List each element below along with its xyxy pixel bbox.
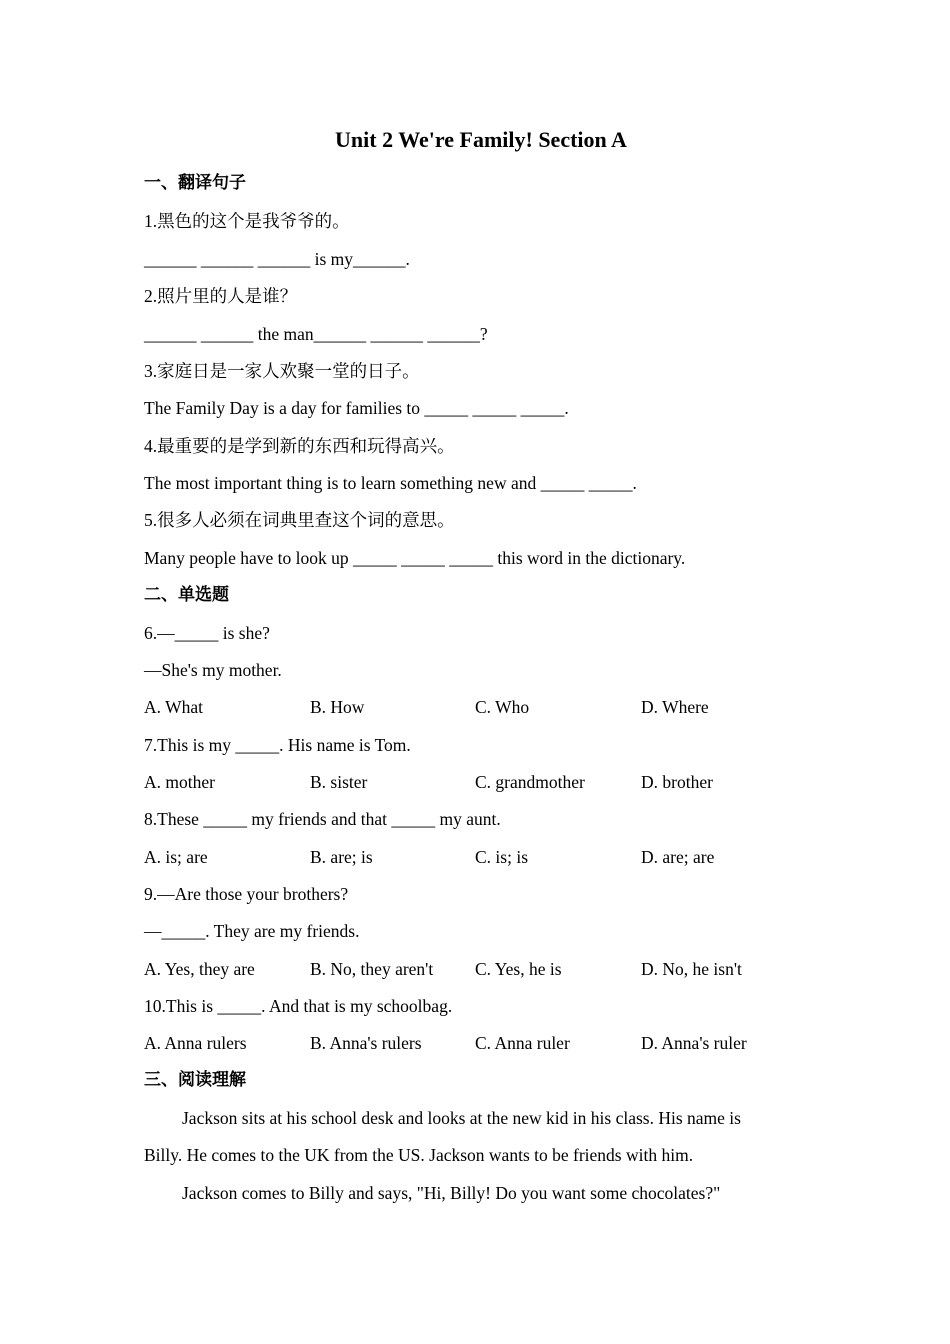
- reading-paragraph-2-line-1: Jackson comes to Billy and says, "Hi, Billy! Do you want some chocolates?": [182, 1183, 721, 1203]
- question-2-english: ______ ______ the man______ ______ ______?: [144, 324, 488, 344]
- question-1-english: ______ ______ ______ is my______.: [144, 249, 410, 269]
- option-b: B. are; is: [310, 847, 373, 867]
- option-b: B. How: [310, 697, 365, 717]
- question-7-options: [144, 770, 824, 794]
- option-c: C. is; is: [475, 847, 529, 867]
- option-c: C. Anna ruler: [475, 1033, 570, 1053]
- question-9-response: —_____. They are my friends.: [144, 921, 360, 941]
- question-4-chinese: 4.最重要的是学到新的东西和玩得高兴。: [144, 436, 455, 456]
- question-9-options: [144, 957, 824, 981]
- question-3-english: The Family Day is a day for families to _____ _____ _____.: [144, 398, 569, 418]
- question-4-english: The most important thing is to learn something new and _____ _____.: [144, 473, 637, 493]
- question-8-options: [144, 845, 824, 869]
- option-d: D. are; are: [641, 847, 715, 867]
- question-5-english: Many people have to look up _____ _____ _____ this word in the dictionary.: [144, 548, 686, 568]
- question-5-chinese: 5.很多人必须在词典里查这个词的意思。: [144, 510, 455, 530]
- question-6-response: —She's my mother.: [144, 660, 282, 680]
- section-heading-translation: 一、翻译句子: [144, 173, 246, 193]
- section-heading-single-choice: 二、单选题: [144, 585, 229, 605]
- option-b: B. sister: [310, 772, 368, 792]
- reading-paragraph-1-line-2: Billy. He comes to the UK from the US. Jackson wants to be friends with him.: [144, 1145, 694, 1165]
- option-d: D. No, he isn't: [641, 959, 742, 979]
- question-2-chinese: 2.照片里的人是谁？: [144, 286, 298, 306]
- question-6-options: [144, 695, 824, 719]
- question-3-chinese: 3.家庭日是一家人欢聚一堂的日子。: [144, 361, 420, 381]
- page-title: Unit 2 We're Family! Section A: [335, 127, 627, 152]
- option-b: B. No, they aren't: [310, 959, 434, 979]
- question-6-stem: 6.—_____ is she?: [144, 623, 270, 643]
- question-1-chinese: 1.黑色的这个是我爷爷的。: [144, 211, 350, 231]
- option-a: A. Yes, they are: [144, 959, 255, 979]
- question-7-stem: 7.This is my _____. His name is Tom.: [144, 735, 411, 755]
- question-10-stem: 10.This is _____. And that is my schoolbag.: [144, 996, 453, 1016]
- reading-paragraph-1-line-1: Jackson sits at his school desk and looks at the new kid in his class. His name is: [182, 1108, 741, 1128]
- section-heading-reading: 三、阅读理解: [144, 1070, 246, 1090]
- option-c: C. Who: [475, 697, 530, 717]
- option-a: A. mother: [144, 772, 215, 792]
- option-c: C. grandmother: [475, 772, 585, 792]
- option-d: D. brother: [641, 772, 713, 792]
- option-c: C. Yes, he is: [475, 959, 562, 979]
- option-a: A. What: [144, 697, 203, 717]
- option-a: A. Anna rulers: [144, 1033, 247, 1053]
- question-8-stem: 8.These _____ my friends and that _____ my aunt.: [144, 809, 501, 829]
- question-10-options: [144, 1031, 824, 1055]
- option-a: A. is; are: [144, 847, 208, 867]
- option-d: D. Where: [641, 697, 709, 717]
- option-b: B. Anna's rulers: [310, 1033, 422, 1053]
- option-d: D. Anna's ruler: [641, 1033, 747, 1053]
- question-9-stem: 9.—Are those your brothers?: [144, 884, 349, 904]
